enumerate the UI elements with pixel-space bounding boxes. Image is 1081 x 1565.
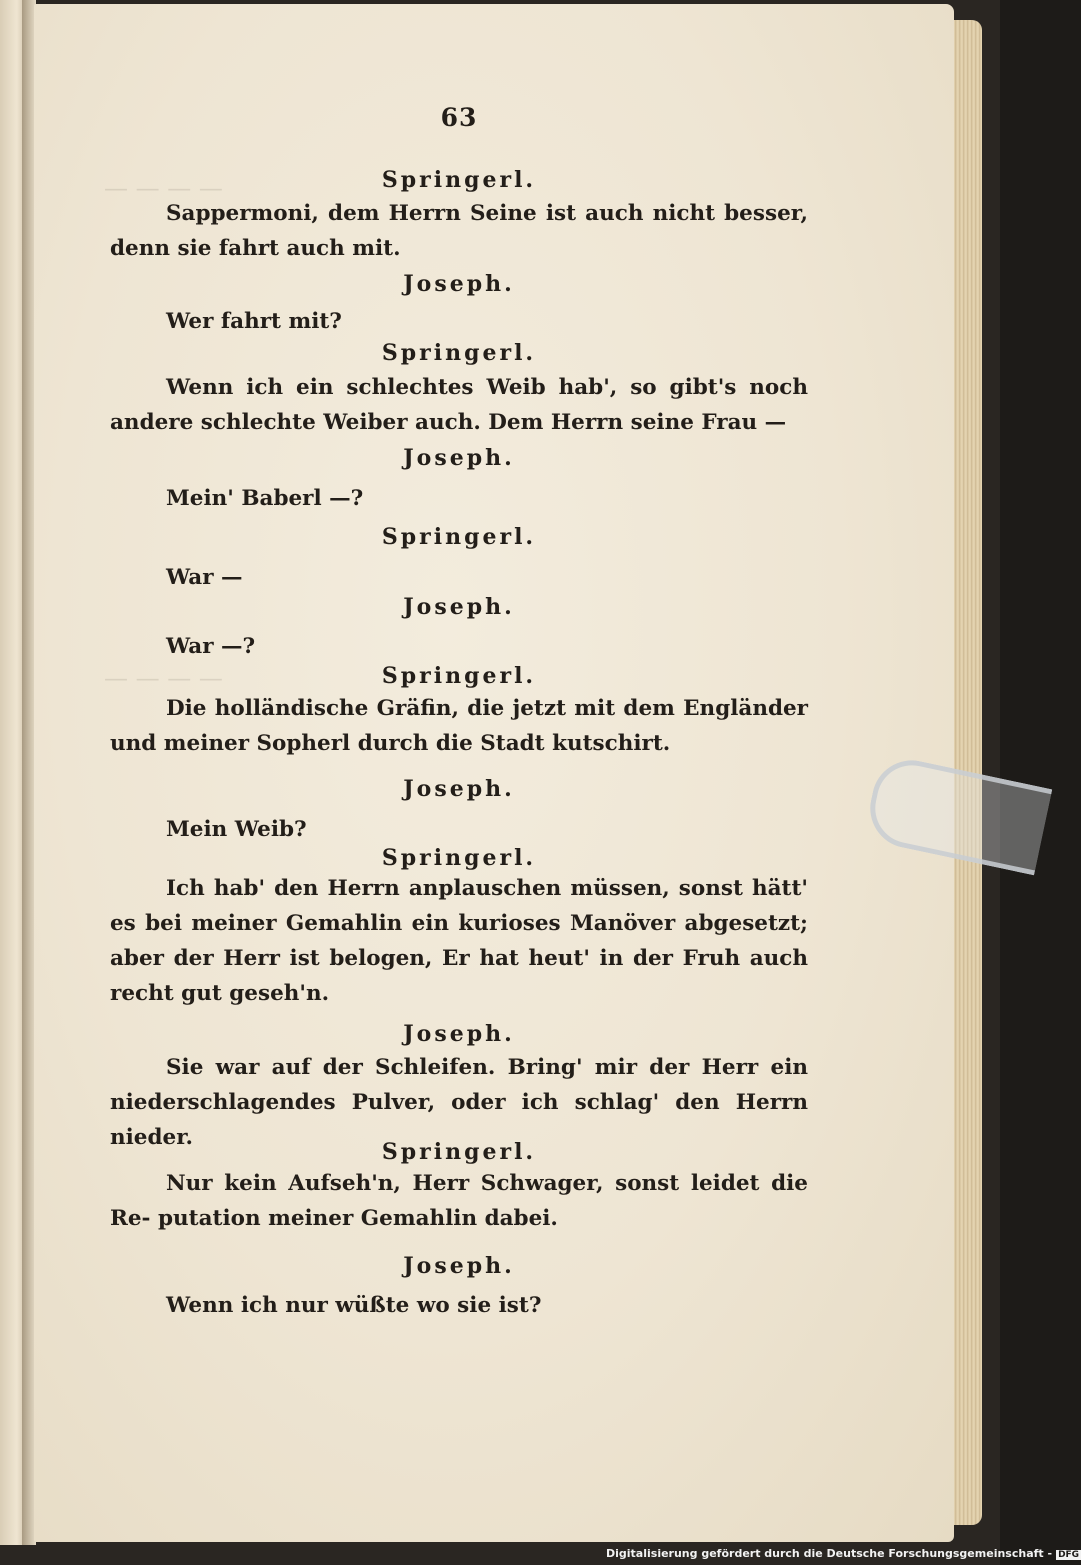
speaker-heading: Joseph.: [403, 1021, 515, 1047]
speech-text: Wenn ich ein schlechtes Weib hab', so gibt's noch andere schlechte Weiber auch. Dem Herrn seine Frau —: [110, 375, 808, 435]
speaker-heading: Joseph.: [403, 445, 515, 471]
speaker-heading: Springerl.: [381, 524, 537, 550]
dfg-logo: DFG: [1058, 1550, 1080, 1560]
speaker-heading: Joseph.: [403, 271, 515, 297]
speech-text: Wer fahrt mit?: [166, 309, 342, 334]
credit-text: Digitalisierung gefördert durch die Deutsche Forschungsgemeinschaft -: [606, 1547, 1053, 1560]
speech-text: Mein Weib?: [166, 817, 307, 842]
speech-text: Mein' Baberl —?: [166, 486, 364, 511]
speech-text: Wenn ich nur wüßte wo sie ist?: [166, 1293, 542, 1318]
speech-text: Nur kein Aufseh'n, Herr Schwager, sonst leidet die Re- putation meiner Gemahlin dabei.: [110, 1171, 808, 1231]
speaker-heading: Springerl.: [381, 167, 537, 193]
page-number: 63: [440, 103, 478, 132]
speaker-heading: Springerl.: [381, 340, 537, 366]
speech-text: Ich hab' den Herrn anplauschen müssen, sonst hätt' es bei meiner Gemahlin ein kurioses Manöver abgesetzt; aber der Herr ist belogen, Er hat heut' in der Fruh auch recht gut geseh'n.: [110, 876, 808, 1006]
speech-text: Sappermoni, dem Herrn Seine ist auch nicht besser, denn sie fahrt auch mit.: [110, 201, 808, 261]
digitization-credit: [606, 1547, 1081, 1561]
speech-text: War —?: [166, 634, 256, 659]
speaker-heading: Springerl.: [381, 663, 537, 689]
speaker-heading: Springerl.: [381, 1139, 537, 1165]
show-through-text: — — — —: [104, 664, 223, 692]
speech-text: Sie war auf der Schleifen. Bring' mir der Herr ein niederschlagendes Pulver, oder ich schlag' den Herrn nieder.: [110, 1055, 808, 1150]
speaker-heading: Joseph.: [403, 594, 515, 620]
speaker-heading: Joseph.: [403, 1253, 515, 1279]
show-through-text: — — — —: [104, 174, 223, 202]
speech-text: Die holländische Gräfin, die jetzt mit dem Engländer und meiner Sopherl durch die Stadt kutschirt.: [110, 696, 808, 756]
speaker-heading: Joseph.: [403, 776, 515, 802]
speaker-heading: Springerl.: [381, 845, 537, 871]
speech-text: War —: [166, 565, 243, 590]
